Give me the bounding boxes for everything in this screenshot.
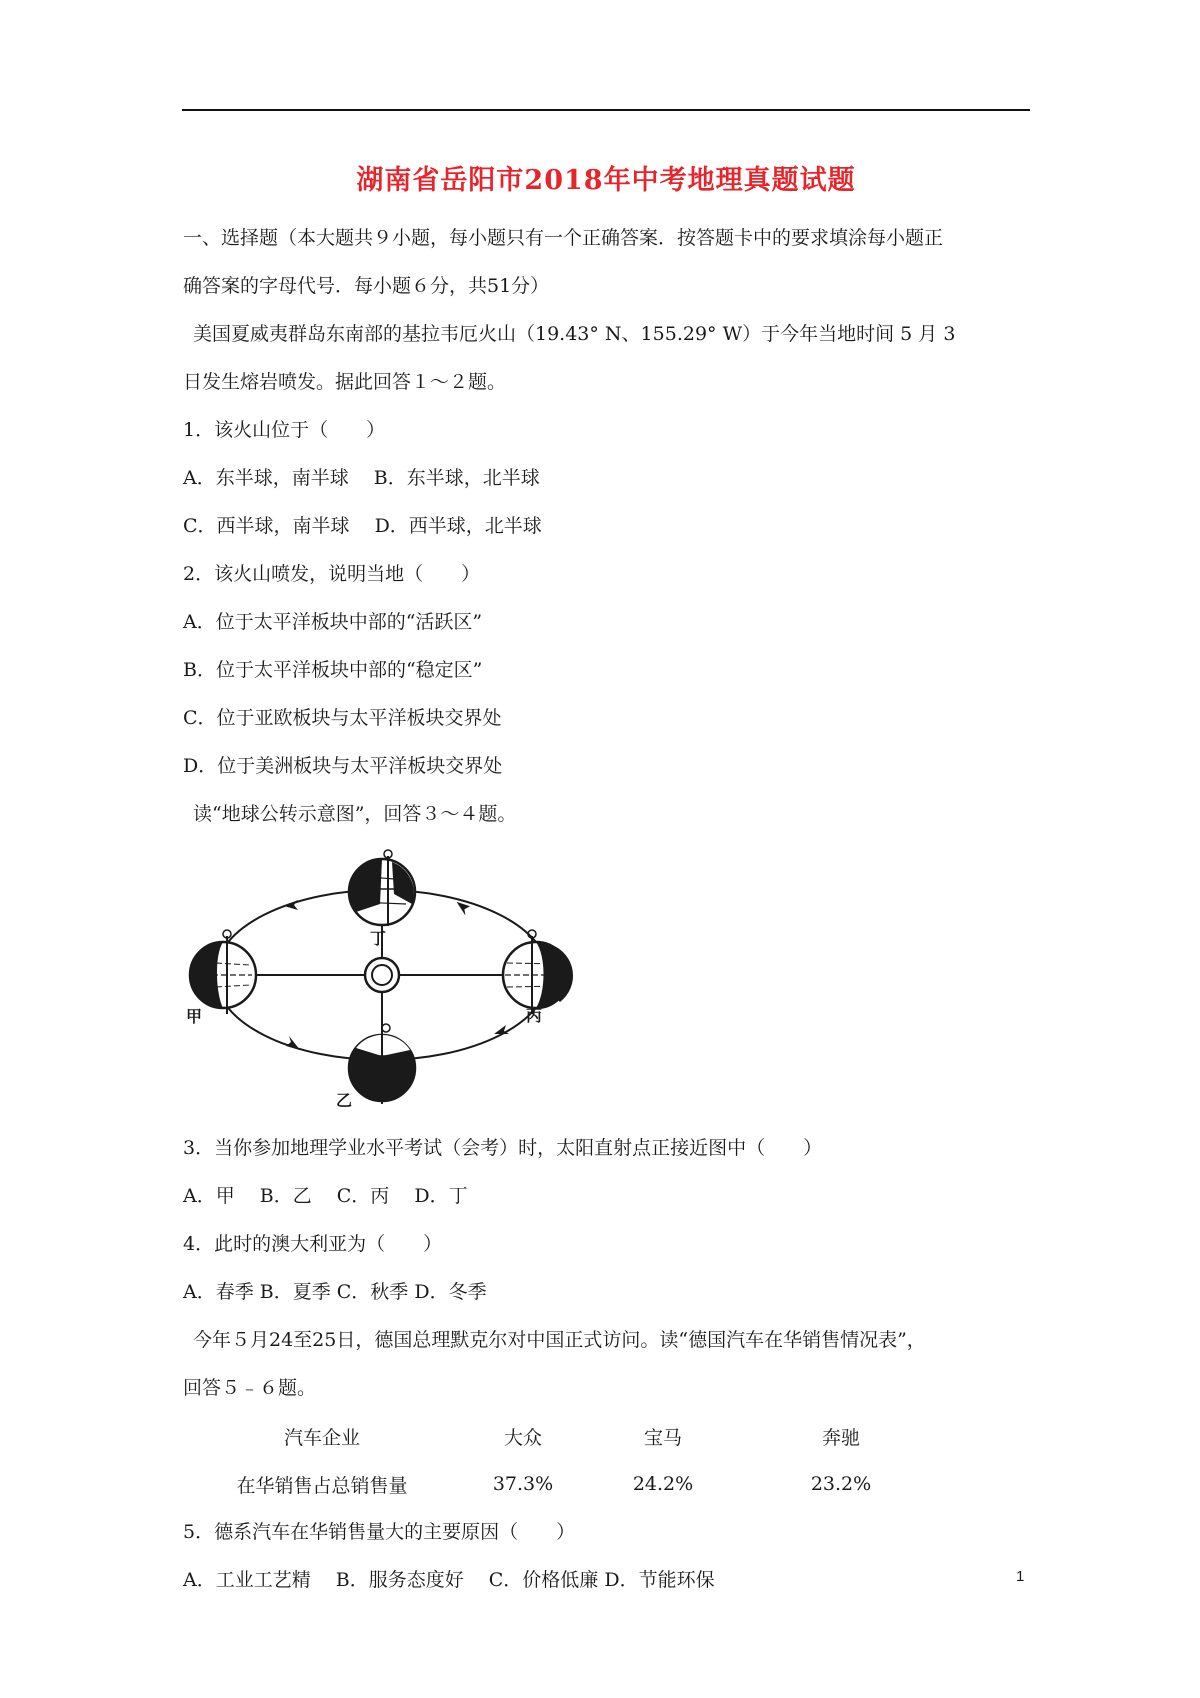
page-number: 1 [1016, 1568, 1025, 1585]
table-row [183, 1460, 941, 1508]
q1-stem: 1．该火山位于（ ） [183, 419, 386, 441]
orbit-arrow-bottom-right [494, 1025, 509, 1034]
earth-yi [349, 1024, 415, 1104]
table-cell: 37.3% [492, 1473, 554, 1495]
q5-options: A．工业工艺精 B．服务态度好 C．价格低廉 D．节能环保 [183, 1569, 715, 1591]
label-jia: 甲 [186, 1007, 203, 1026]
section1-instructions-line1: 一、选择题（本大题共９小题，每小题只有一个正确答案．按答题卡中的要求填涂每小题正 [183, 227, 944, 249]
section1-instructions-line2: 确答案的字母代号．每小题６分，共51分） [183, 275, 550, 297]
intro3-line2: 回答５﹣６题。 [183, 1377, 317, 1399]
table-header-cell: 大众 [503, 1426, 542, 1449]
q2-option-c: C．位于亚欧板块与太平洋板块交界处 [183, 707, 502, 729]
table-cell: 24.2% [632, 1473, 694, 1495]
table-cell: 23.2% [810, 1473, 872, 1495]
orbit-arrow-bottom-left [286, 1036, 300, 1050]
table-header-cell: 宝马 [643, 1426, 682, 1449]
intro2: 读“地球公转示意图”，回答３～４题。 [193, 803, 517, 825]
q3-options: A．甲 B．乙 C．丙 D．丁 [183, 1185, 468, 1207]
label-ding: 丁 [370, 929, 387, 948]
car-sales-table [183, 1412, 941, 1508]
q2-stem: 2．该火山喷发，说明当地（ ） [183, 563, 481, 585]
table-header-row [183, 1412, 941, 1460]
earth-jia [190, 930, 256, 1014]
table-cell: 在华销售占总销售量 [236, 1474, 408, 1497]
intro3-line1: 今年５月24至25日，德国总理默克尔对中国正式访问。读“德国汽车在华销售情况表”， [193, 1329, 926, 1351]
q4-options: A．春季 B．夏季 C．秋季 D．冬季 [183, 1281, 487, 1303]
sun-icon [365, 958, 399, 992]
label-yi: 乙 [336, 1091, 353, 1110]
document-body [183, 214, 1031, 1604]
table-header-cell: 奔驰 [821, 1426, 860, 1449]
q2-option-d: D．位于美洲板块与太平洋板块交界处 [183, 755, 503, 777]
q1-options-row1: A．东半球，南半球 B．东半球，北半球 [183, 467, 540, 489]
header-rule [182, 109, 1030, 111]
earth-revolution-diagram [180, 844, 600, 1116]
orbit-arrow-top-right [455, 902, 471, 916]
intro1-line2: 日发生熔岩喷发。据此回答１～２题。 [183, 371, 507, 393]
earth-ding [349, 850, 415, 926]
q5-stem: 5．德系汽车在华销售量大的主要原因（ ） [183, 1521, 576, 1543]
q3-stem: 3．当你参加地理学业水平考试（会考）时，太阳直射点正接近图中（ ） [183, 1137, 823, 1159]
q2-option-b: B．位于太平洋板块中部的“稳定区” [183, 659, 483, 681]
q1-options-row2: C．西半球，南半球 D．西半球，北半球 [183, 515, 542, 537]
earth-bing [503, 930, 573, 1014]
page-title: 湖南省岳阳市2018年中考地理真题试题 [356, 165, 856, 196]
intro1-line1: 美国夏威夷群岛东南部的基拉韦厄火山（19.43° N、155.29° W）于今年当地时间 5 月 3 [193, 323, 956, 345]
q4-stem: 4．此时的澳大利亚为（ ） [183, 1233, 443, 1255]
label-bing: 丙 [526, 1006, 543, 1025]
q2-option-a: A．位于太平洋板块中部的“活跃区” [183, 611, 483, 633]
table-header-cell: 汽车企业 [283, 1426, 360, 1449]
